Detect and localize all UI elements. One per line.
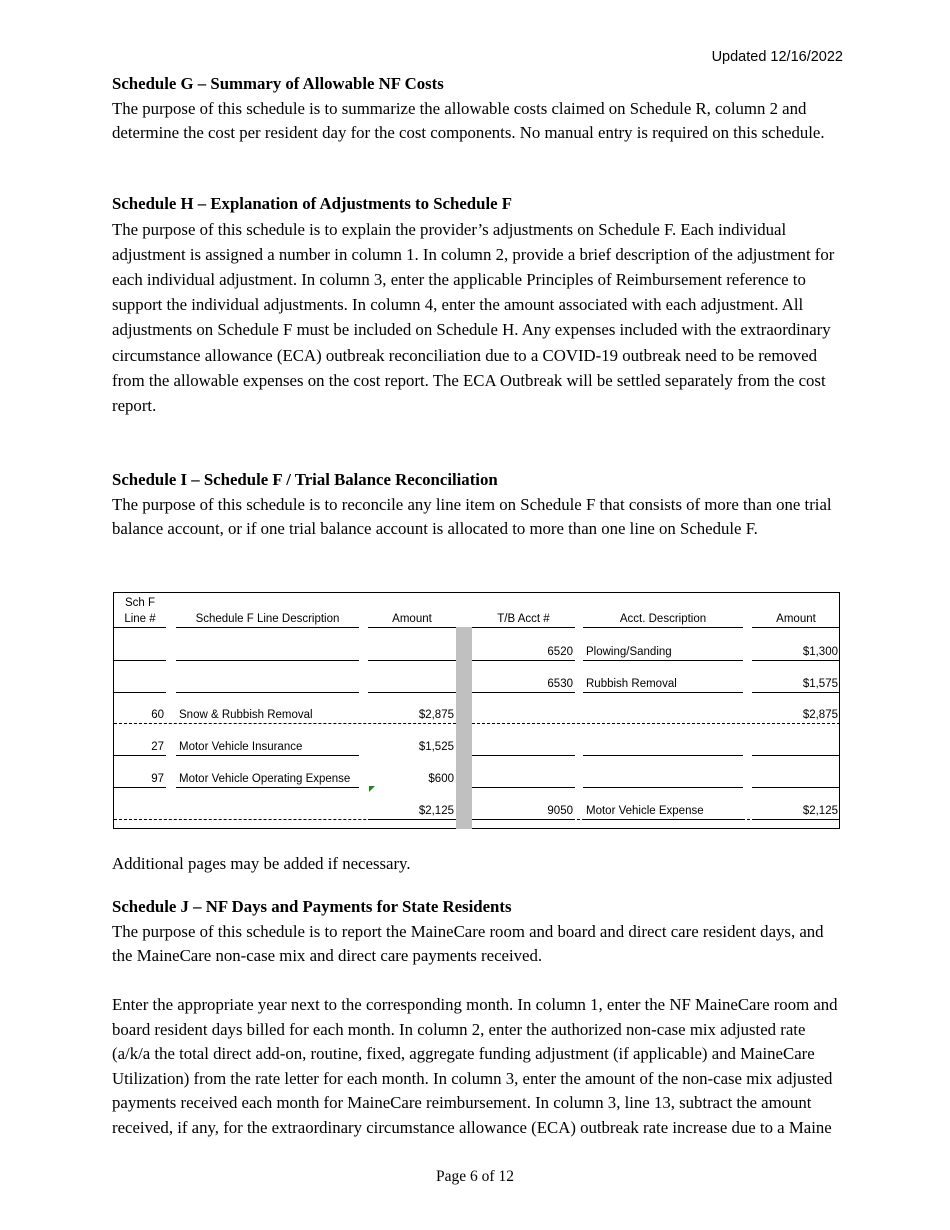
table-cell: $2,125 bbox=[368, 803, 456, 820]
header-line-description: Schedule F Line Description bbox=[176, 611, 359, 628]
table-cell: 60 bbox=[151, 709, 164, 721]
schedule-h-section bbox=[112, 192, 842, 418]
schedule-j-section bbox=[112, 895, 842, 969]
table-cell bbox=[176, 644, 359, 661]
table-cell bbox=[583, 739, 743, 756]
table-cell: 97 bbox=[114, 771, 166, 788]
table-cell bbox=[752, 771, 840, 788]
schedule-j-instructions bbox=[112, 993, 842, 1141]
reconciliation-table bbox=[113, 592, 840, 829]
table-cell: Motor Vehicle Expense bbox=[583, 803, 743, 820]
table-cell: 6530 bbox=[472, 676, 575, 693]
schedule-g-section bbox=[112, 72, 842, 146]
table-cell: Rubbish Removal bbox=[583, 676, 743, 693]
table-cell: $2,875 bbox=[802, 709, 838, 721]
table-cell: Plowing/Sanding bbox=[583, 644, 743, 661]
table-cell: $2,875 bbox=[418, 709, 454, 721]
table-cell: $1,575 bbox=[752, 676, 840, 693]
schedule-h-body: The purpose of this schedule is to explain the provider’s adjustments on Schedule F. Each individual adjustment is assigned a number in column 1. In column 2, provide a brief description of the adjustment for each individual adjustment. In column 3, enter the applicable Principles of Reimbursement reference to support the individual adjustments. In column 4, enter the amount associated with each adjustment. All adjustments on Schedule F must be included on Schedule H. Any expenses included with the extraordinary circumstance allowance (ECA) outbreak reconciliation due to a COVID-19 outbreak need to be removed from the allowable expenses on the cost report. The ECA Outbreak will be settled separately from the cost report. bbox=[112, 219, 835, 416]
table-cell: Snow & Rubbish Removal bbox=[179, 709, 313, 721]
table-cell bbox=[176, 803, 359, 819]
header-acct-description: Acct. Description bbox=[583, 611, 743, 628]
updated-date: Updated 12/16/2022 bbox=[711, 49, 843, 65]
header-amount-2: Amount bbox=[752, 611, 840, 628]
table-cell bbox=[472, 771, 575, 788]
table-cell bbox=[368, 676, 456, 693]
table-cell: Motor Vehicle Insurance bbox=[176, 739, 359, 756]
table-cell bbox=[752, 739, 840, 756]
schedule-g-body: The purpose of this schedule is to summarize the allowable costs claimed on Schedule R, column 2 and determine the cost per resident day for the cost components. No manual entry is required on this schedule. bbox=[112, 98, 825, 143]
schedule-g-title: Schedule G – Summary of Allowable NF Costs bbox=[112, 74, 444, 93]
gray-divider-column bbox=[456, 627, 472, 829]
table-cell bbox=[583, 707, 743, 723]
header-tb-acct: T/B Acct # bbox=[472, 611, 575, 628]
schedule-j-body-2: Enter the appropriate year next to the corresponding month. In column 1, enter the NF MaineCare room and board resident days billed for each month. In column 2, enter the authorized non-case mix adjusted rate (a/k/a the total direct add-on, routine, fixed, aggregate funding adjustment (if applicable) and MaineCare Utilization) from the rate letter for each month. In column 3, enter the amount of the non-case mix adjusted payments received each month for MaineCare reimbursement. In column 3, line 13, subtract the amount received, if any, for the extraordinary circumstance allowance (ECA) outbreak rate increase due to a Maine bbox=[112, 995, 838, 1137]
table-cell: 6520 bbox=[472, 644, 575, 661]
schedule-i-title: Schedule I – Schedule F / Trial Balance Reconciliation bbox=[112, 470, 498, 489]
header-amount: Amount bbox=[368, 611, 456, 628]
table-cell: Motor Vehicle Operating Expense bbox=[176, 771, 359, 788]
cell-comment-marker bbox=[369, 786, 375, 792]
table-cell: $600 bbox=[428, 773, 454, 785]
schedule-j-body: The purpose of this schedule is to report the MaineCare room and board and direct care resident days, and the MaineCare non-case mix and direct care payments received. bbox=[112, 921, 824, 966]
table-cell bbox=[114, 676, 166, 693]
header-line-number: Line # bbox=[114, 611, 166, 628]
table-cell bbox=[472, 707, 575, 723]
table-cell bbox=[114, 644, 166, 661]
table-cell: $1,300 bbox=[752, 644, 840, 661]
schedule-j-title: Schedule J – NF Days and Payments for State Residents bbox=[112, 897, 512, 916]
table-cell bbox=[472, 739, 575, 756]
schedule-i-body: The purpose of this schedule is to reconcile any line item on Schedule F that consists of more than one trial balance account, or if one trial balance account is allocated to more than one line on Schedule F. bbox=[112, 494, 832, 539]
table-cell bbox=[368, 644, 456, 661]
table-cell: $2,125 bbox=[752, 803, 840, 820]
table-cell: $1,525 bbox=[418, 741, 454, 753]
schedule-i-section bbox=[112, 468, 842, 542]
schedule-h-title: Schedule H – Explanation of Adjustments to Schedule F bbox=[112, 194, 513, 213]
table-cell bbox=[176, 676, 359, 693]
table-cell bbox=[583, 771, 743, 788]
page-number: Page 6 of 12 bbox=[436, 1168, 514, 1185]
table-cell bbox=[114, 803, 166, 819]
table-cell: 27 bbox=[114, 739, 166, 756]
header-sch-f: Sch F bbox=[124, 597, 156, 609]
additional-pages-note bbox=[112, 852, 842, 877]
additional-pages-text: Additional pages may be added if necessary. bbox=[112, 854, 411, 873]
table-cell: 9050 bbox=[472, 803, 575, 820]
